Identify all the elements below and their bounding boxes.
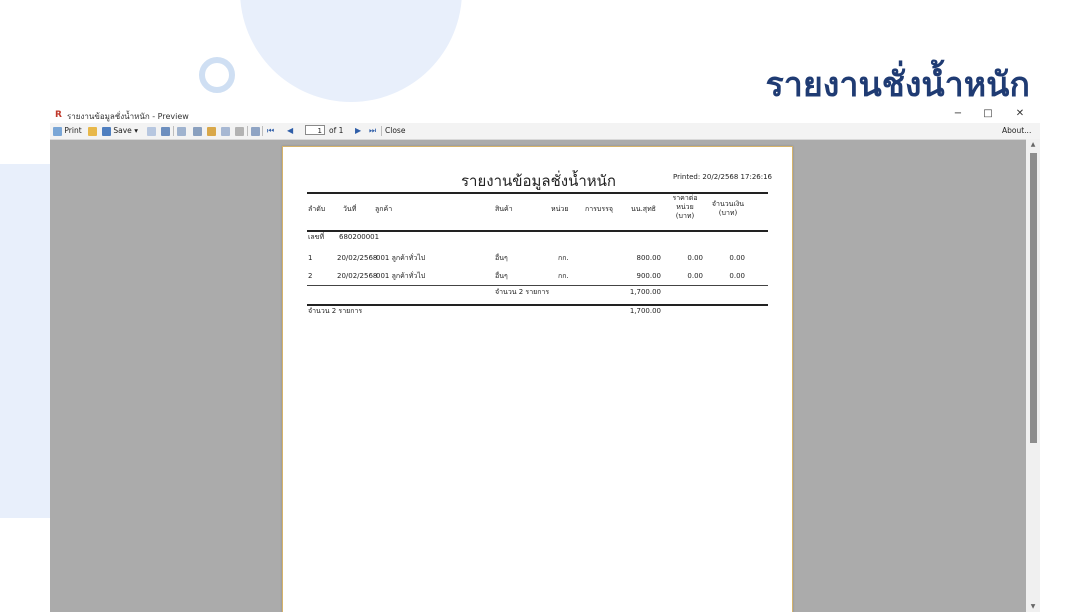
window-title: รายงานข้อมูลชั่งน้ำหนัก - Preview [67,112,189,121]
printed-timestamp: Printed: 20/2/2568 17:26:16 [673,173,772,181]
close-preview-button[interactable]: Close [385,126,406,135]
toolbar-divider [381,126,382,136]
row-unit: กก. [558,254,569,262]
grand-total-net-weight: 1,700.00 [629,307,661,315]
page-number-input[interactable]: 1 [305,125,325,135]
design-button[interactable] [193,125,202,137]
row-unit-price: 0.00 [687,254,703,262]
subtotal-net-weight: 1,700.00 [629,288,661,296]
printer-icon [53,127,62,136]
group-label: เลขที่ [308,233,325,241]
subtotal-label: จำนวน 2 รายการ [495,288,550,296]
copy-icon [221,127,230,136]
open-button[interactable] [88,125,97,137]
last-page-icon[interactable]: ⏭ [369,126,377,135]
subtotal-rule [307,285,768,286]
edit-button[interactable] [207,125,216,137]
print-label: Print [64,126,82,135]
row-net-weight: 800.00 [636,254,661,262]
floppy-icon [102,127,111,136]
next-page-icon[interactable]: ▶ [355,126,362,135]
toolbar-divider [247,126,248,136]
background-panel [0,164,50,518]
zoom-button[interactable] [235,125,244,137]
row-unit: กก. [558,272,569,280]
col-price-header-line1: ราคาต่อ [672,194,698,202]
toolbar-divider [262,126,263,136]
group-value: 680200001 [339,233,380,241]
page-setup-icon [251,127,260,136]
row-customer: 001 ลูกค้าทั่วไป [376,254,426,262]
row-unit-price: 0.00 [687,272,703,280]
close-window-button[interactable]: ✕ [1015,108,1025,119]
col-amount-header-line1: จำนวนเงิน [711,200,745,208]
row-date: 20/02/2568 [337,272,378,280]
grand-total-rule [307,304,768,306]
about-button[interactable]: About... [1002,126,1032,135]
toolbar [50,123,1040,140]
col-customer-header: ลูกค้า [375,205,393,213]
title-bar [50,107,1040,123]
page-count: of 1 [329,126,344,135]
zoom-icon [235,127,244,136]
folder-icon [88,127,97,136]
minimize-button[interactable]: − [953,108,963,119]
col-unit-header: หน่วย [551,205,569,213]
mail-icon [147,127,156,136]
outline-button[interactable] [177,125,186,137]
background-circle [240,0,462,102]
report-app-icon: R [55,110,62,120]
email-button[interactable] [147,125,156,137]
binoculars-icon [161,127,170,136]
save-button[interactable] [102,125,138,137]
scroll-down-icon[interactable]: ▼ [1030,603,1036,610]
row-product: อื่นๆ [495,254,508,262]
col-packing-header: การบรรจุ [585,205,613,213]
report-title: รายงานข้อมูลชั่งน้ำหนัก [461,172,617,190]
row-customer: 001 ลูกค้าทั่วไป [376,272,426,280]
row-seq: 1 [308,254,313,262]
slide-title: รายงานชั่งน้ำหนัก [765,65,1030,105]
toolbar-divider [173,126,174,136]
row-date: 20/02/2568 [337,254,378,262]
design-icon [193,127,202,136]
scroll-up-icon[interactable]: ▲ [1030,141,1036,148]
col-price-header-line2: หน่วย [676,203,694,211]
col-net-weight-header: นน.สุทธิ [631,205,656,213]
print-button[interactable] [53,125,82,137]
maximize-button[interactable]: □ [983,108,993,119]
row-seq: 2 [308,272,313,280]
edit-icon [207,127,216,136]
col-price-header-line3: (บาท) [675,212,695,220]
background-ring [199,57,235,93]
row-product: อื่นๆ [495,272,508,280]
col-amount-header-line2: (บาท) [718,209,738,217]
chevron-down-icon[interactable]: ▾ [134,126,138,135]
row-amount: 0.00 [729,254,745,262]
page-setup-button[interactable] [251,125,260,137]
scroll-thumb[interactable] [1030,153,1037,443]
header-bottom-rule [307,230,768,232]
save-label: Save [113,126,132,135]
grand-total-label: จำนวน 2 รายการ [308,307,363,315]
row-amount: 0.00 [729,272,745,280]
find-button[interactable] [161,125,170,137]
col-seq-header: ลำดับ [308,205,326,213]
report-page [282,146,793,612]
previous-page-icon[interactable]: ◀ [287,126,294,135]
row-net-weight: 900.00 [636,272,661,280]
first-page-icon[interactable]: ⏮ [267,126,275,135]
col-date-header: วันที่ [343,205,357,213]
col-product-header: สินค้า [495,205,513,213]
preview-window [50,107,1040,612]
outline-icon [177,127,186,136]
copy-button[interactable] [221,125,230,137]
